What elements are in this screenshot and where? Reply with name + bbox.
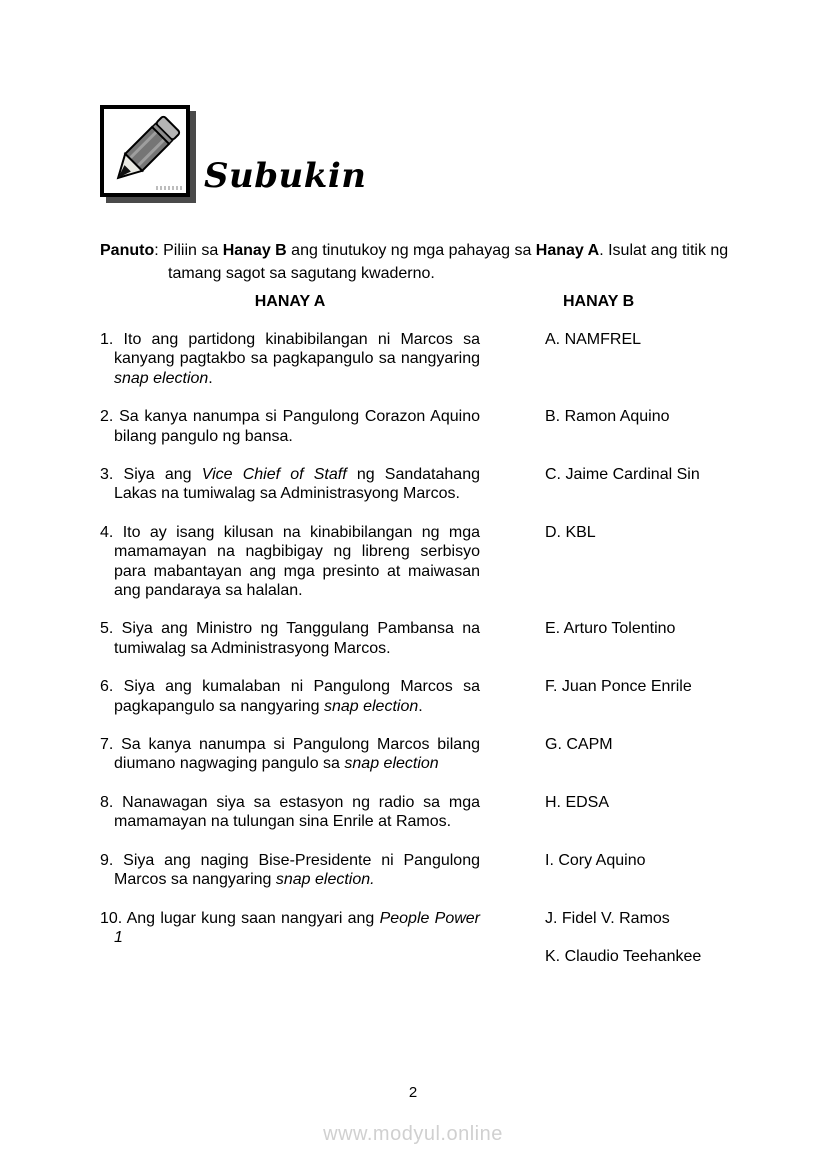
- answer-option: G. CAPM: [545, 736, 613, 754]
- answer-option: B. Ramon Aquino: [545, 408, 670, 426]
- matching-row: [100, 909, 826, 967]
- page-header: [0, 0, 826, 197]
- question-text: [100, 909, 480, 967]
- answer-option: H. EDSA: [545, 794, 610, 812]
- answer-option: J. Fidel V. Ramos: [545, 909, 670, 927]
- plain-text: Ang lugar kung saan nangyari ang: [126, 909, 380, 927]
- question-text: [100, 407, 480, 445]
- plain-text: Nanawagan siya sa estasyon ng radio sa mga mamamayan na tulungan sina Enrile at Ramos.: [114, 794, 480, 831]
- plain-text: Siya ang naging Bise-Presidente ni Pangulong Marcos sa nangyaring: [114, 852, 480, 889]
- plain-text: Siya ang kumalaban ni Pangulong Marcos sa pagkapangulo sa nangyaring: [114, 678, 480, 715]
- italic-text: snap election: [323, 697, 419, 715]
- answer-option: D. KBL: [545, 524, 596, 542]
- icon-box: [100, 105, 190, 197]
- plain-text: .: [418, 697, 423, 715]
- plain-text: 8.: [100, 794, 123, 812]
- italic-text: Vice Chief of Staff: [201, 466, 347, 484]
- matching-row: [100, 523, 826, 600]
- plain-text: 9.: [100, 852, 124, 870]
- matching-row: [100, 619, 826, 657]
- question-text: [100, 465, 480, 503]
- plain-text: . Isulat ang titik ng tamang sagot sa sagutang kwaderno.: [168, 242, 729, 282]
- plain-text: Siya ang Ministro ng Tanggulang Pambansa na tumiwalag sa Administrasyong Marcos.: [114, 620, 480, 657]
- matching-row: [100, 407, 826, 445]
- answer-cell: [545, 909, 701, 967]
- plain-text: 1.: [100, 331, 124, 349]
- answer-option: I. Cory Aquino: [545, 852, 646, 870]
- question-text: [100, 330, 480, 388]
- answer-cell: [545, 407, 670, 445]
- question-text: [100, 619, 480, 657]
- plain-text: Sa kanya nanumpa si Pangulong Marcos bilang diumano nagwaging pangulo sa: [114, 736, 480, 773]
- plain-text: 6.: [100, 678, 124, 696]
- italic-text: snap election.: [275, 871, 375, 889]
- answer-cell: [545, 793, 609, 831]
- watermark-text: www.modyul.online: [323, 1123, 503, 1145]
- icon-fine-print: [156, 186, 182, 190]
- answer-option: E. Arturo Tolentino: [545, 620, 676, 638]
- question-text: [100, 793, 480, 831]
- matching-row: [100, 851, 826, 889]
- question-text: [100, 677, 480, 715]
- matching-row: [100, 735, 826, 773]
- instructions-text: [100, 239, 730, 285]
- plain-text: 3.: [100, 466, 124, 484]
- answer-cell: [545, 465, 700, 503]
- matching-row: [100, 677, 826, 715]
- spacer: [545, 928, 701, 947]
- answer-option: F. Juan Ponce Enrile: [545, 678, 692, 696]
- plain-text: 7.: [100, 736, 122, 754]
- answer-cell: [545, 677, 692, 715]
- pencil-icon: [104, 109, 186, 193]
- column-headers: [100, 292, 826, 311]
- bold-text: Hanay B: [222, 242, 287, 259]
- plain-text: 10.: [100, 909, 127, 927]
- italic-text: snap election: [344, 755, 439, 773]
- plain-text: ng Sandatahang Lakas na tumiwalag sa Administrasyong Marcos.: [114, 466, 480, 503]
- italic-text: People Power 1: [114, 909, 480, 947]
- matching-row: [100, 330, 826, 388]
- page-title: Subukin: [204, 156, 367, 196]
- bold-text: Panuto: [100, 242, 155, 259]
- plain-text: Ito ang partidong kinabibilangan ni Marcos sa kanyang pagtakbo sa pagkapangulo sa nangyaring: [114, 331, 481, 368]
- matching-row: [100, 793, 826, 831]
- question-text: [100, 851, 480, 889]
- plain-text: Sa kanya nanumpa si Pangulong Corazon Aquino bilang pangulo ng bansa.: [114, 408, 481, 445]
- matching-row: [100, 465, 826, 503]
- question-text: [100, 523, 480, 600]
- answer-cell: [545, 619, 675, 657]
- matching-table: [100, 330, 826, 966]
- plain-text: : Piliin sa: [154, 242, 223, 259]
- question-text: [100, 735, 480, 773]
- italic-text: snap election: [114, 369, 209, 387]
- answer-option: K. Claudio Teehankee: [545, 948, 702, 966]
- plain-text: 4.: [100, 524, 123, 542]
- plain-text: ang tinutukoy ng mga pahayag sa: [286, 242, 536, 259]
- hanay-b-header: HANAY B: [563, 293, 635, 310]
- answer-cell: [545, 523, 596, 600]
- plain-text: .: [208, 369, 213, 387]
- page-number: 2: [408, 1084, 418, 1101]
- plain-text: Siya ang: [123, 466, 202, 484]
- answer-option: C. Jaime Cardinal Sin: [545, 466, 700, 484]
- plain-text: 5.: [100, 620, 122, 638]
- plain-text: Ito ay isang kilusan na kinabibilangan ng mga mamamayan na nagbibigay ng libreng serbisyo para mabantayan ang mga presinto at maiwasan ang pandaraya sa halalan.: [114, 524, 480, 599]
- answer-cell: [545, 851, 646, 889]
- bold-text: Hanay A: [535, 242, 600, 259]
- answer-cell: [545, 330, 641, 388]
- answer-cell: [545, 735, 613, 773]
- answer-option: A. NAMFREL: [545, 331, 642, 349]
- plain-text: 2.: [100, 408, 120, 426]
- hanay-a-header: HANAY A: [254, 293, 326, 310]
